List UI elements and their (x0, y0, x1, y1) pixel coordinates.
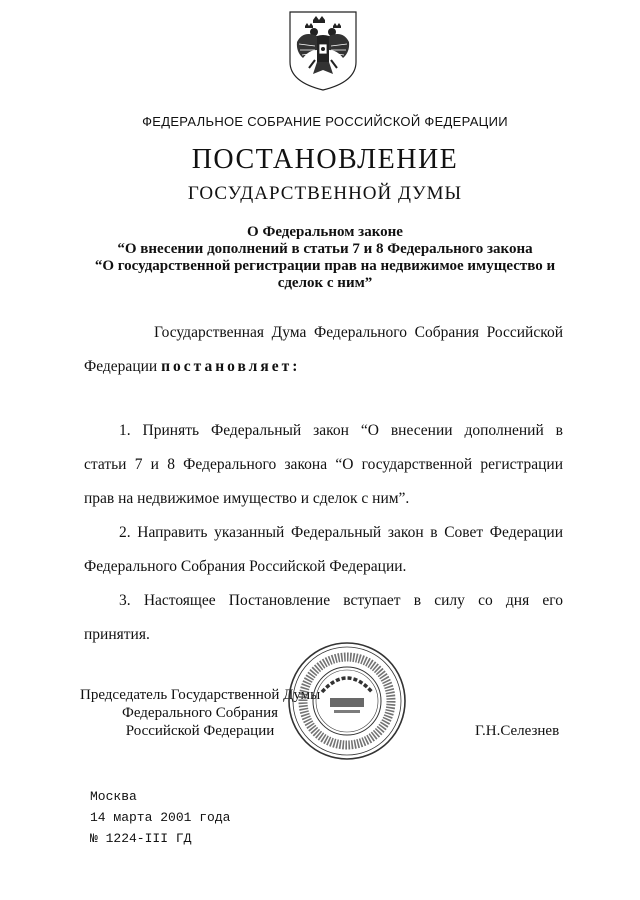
document-subtitle: ГОСУДАРСТВЕННОЙ ДУМЫ (187, 183, 463, 204)
subject-line: “О государственной регистрации прав на недвижимое имущество и (94, 258, 556, 274)
official-round-stamp (286, 640, 408, 762)
item-2-paragraph (84, 516, 563, 584)
item-line: статьи 7 и 8 Федерального закона “О государственной регистрации (84, 456, 563, 473)
document-number: № 1224-III ГД (90, 831, 192, 846)
coat-of-arms-emblem-icon (287, 10, 359, 92)
item-line: Федерального Собрания Российской Федерации. (84, 558, 407, 575)
document-subject (80, 224, 570, 292)
issue-city: Москва (90, 789, 137, 804)
item-line: 1. Принять Федеральный закон “О внесении дополнений в (119, 422, 563, 439)
subject-line: “О внесении дополнений в статьи 7 и 8 Федерального закона (117, 241, 533, 257)
item-line: 2. Направить указанный Федеральный закон в Совет Федерации (119, 524, 563, 541)
item-line: прав на недвижимое имущество и сделок с ним”. (84, 490, 410, 507)
issue-date: 14 марта 2001 года (90, 810, 231, 825)
preamble-paragraph (84, 316, 563, 384)
item-1-paragraph (84, 414, 563, 516)
signatory-position-line: Председатель Государственной Думы (80, 687, 321, 703)
subject-line: сделок с ним” (277, 275, 373, 291)
organization-name: ФЕДЕРАЛЬНОЕ СОБРАНИЕ РОССИЙСКОЙ ФЕДЕРАЦИИ (142, 114, 508, 129)
document-footer (90, 786, 230, 849)
signatory-position (80, 686, 321, 740)
decision-word: постановляет: (161, 358, 301, 375)
preamble-line-text: Федерации (84, 358, 158, 375)
item-line: принятия. (84, 626, 150, 643)
signatory-name: Г.Н.Селезнев (475, 723, 560, 739)
signatory-position-line: Федерального Собрания (121, 705, 279, 721)
document-title: ПОСТАНОВЛЕНИЕ (191, 144, 459, 175)
preamble-line: Государственная Дума Федерального Собрания Российской (154, 324, 563, 341)
subject-line: О Федеральном законе (247, 224, 403, 240)
signatory-position-line: Российской Федерации (125, 723, 275, 739)
preamble-line (84, 350, 563, 384)
item-line: 3. Настоящее Постановление вступает в силу со дня его (119, 592, 563, 609)
